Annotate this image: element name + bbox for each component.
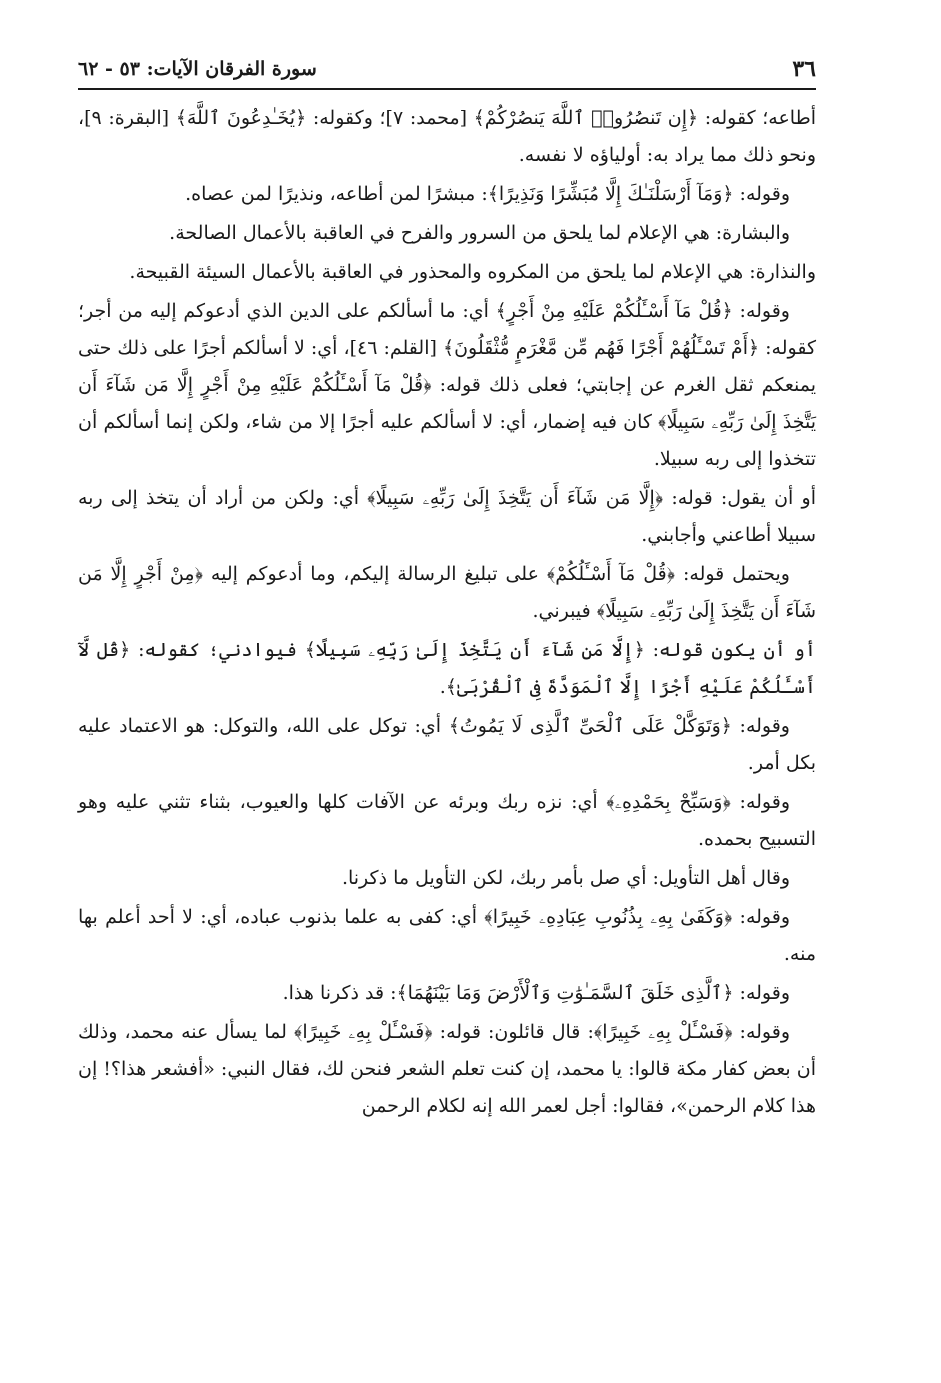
paragraph: وقوله: ﴿قُلْ مَآ أَسْـَٔلُكُمْ عَلَيْهِ مِنْ أَجْرٍ﴾ أي: ما أسألكم على الدين الذي أدعوكم إليه من أجر؛ كقوله: ﴿أَمْ تَسْـَٔلُهُمْ أَجْرًا فَهُم مِّن مَّغْرَمٍ مُّثْقَلُونَ﴾ [القلم: ٤٦]، أي: لا أسألكم أجرًا على ذلك حتى يمنعكم ثقل الغرم عن إجابتي؛ فعلى ذلك قوله: ﴿قُلْ مَآ أَسْـَٔلُكُمْ عَلَيْهِ مِنْ أَجْرٍ إِلَّا مَن شَآءَ أَن يَتَّخِذَ إِلَىٰ رَبِّهِۦ سَبِيلًا﴾ كان فيه إضمار، أي: لا أسألكم عليه أجرًا إلا من شاء، ولكن إنما أسألكم أن تتخذوا إلى ربه سبيلا. <box>78 300 816 470</box>
paragraph: والبشارة: هي الإعلام لما يلحق من السرور والفرح في العاقبة بالأعمال الصالحة. <box>169 222 790 244</box>
paragraph: وقوله: ﴿فَسْـَٔلْ بِهِۦ خَبِيرًا﴾: قال قائلون: قوله: ﴿فَسْـَٔلْ بِهِۦ خَبِيرًا﴾ لما يسأل عنه محمد، وذلك أن بعض كفار مكة قالوا: يا محمد، إن كنت تعلم الشعر فنحن لك، فقال النبي: «أفشعر هذا؟! إن هذا كلام الرحمن»، فقالوا: أجل لعمر الله إنه لكلام الرحمن <box>78 1021 816 1117</box>
paragraph: أو أن يكون قوله: ﴿إِلَّا مَن شَآءَ أَن يَتَّخِذَ إِلَىٰ رَبِّهِۦ سَبِيلًا﴾ فيوادني؛ كقوله: ﴿قُل لَّآ أَسْـَٔلُكُمْ عَلَيْهِ أَجْرًا إِلَّا ٱلْمَوَدَّةَ فِى ٱلْقُرْبَىٰ﴾. <box>78 639 816 698</box>
paragraph: وقوله: ﴿ٱلَّذِى خَلَقَ ٱلسَّمَـٰوَٰتِ وَٱلْأَرْضَ وَمَا بَيْنَهُمَا﴾: قد ذكرنا هذا. <box>282 982 790 1004</box>
paragraph: ويحتمل قوله: ﴿قُلْ مَآ أَسْـَٔلُكُمْ﴾ على تبليغ الرسالة إليكم، وما أدعوكم إليه ﴿مِنْ أَجْرٍ إِلَّا مَن شَآءَ أَن يَتَّخِذَ إِلَىٰ رَبِّهِۦ سَبِيلًا﴾ فيبرني. <box>78 563 816 622</box>
paragraph: وقال أهل التأويل: أي صل بأمر ربك، لكن التأويل ما ذكرنا. <box>341 867 790 889</box>
paragraph: وقوله: ﴿وَكَفَىٰ بِهِۦ بِذُنُوبِ عِبَادِهِۦ خَبِيرًا﴾ أي: كفى به علما بذنوب عباده، أي: لا أحد أعلم بها منه. <box>78 906 816 965</box>
page-body <box>78 100 816 1125</box>
paragraph: وقوله: ﴿وَتَوَكَّلْ عَلَى ٱلْحَىِّ ٱلَّذِى لَا يَمُوتُ﴾ أي: توكل على الله، والتوكل: هو الاعتماد عليه بكل أمر. <box>78 715 816 774</box>
paragraph: وقوله: ﴿وَسَبِّحْ بِحَمْدِهِۦ﴾ أي: نزه ربك وبرئه عن الآفات كلها والعيوب، بثناء تثني عليه وهو التسبيح بحمده. <box>78 791 816 850</box>
paragraph-continued: أطاعه؛ كقوله: ﴿إِن تَنصُرُوا۟ ٱللَّهَ يَنصُرْكُمْ﴾ [محمد: ٧]؛ وكقوله: ﴿يُخَـٰدِعُونَ ٱللَّهَ﴾ [البقرة: ٩]، ونحو ذلك مما يراد به: أولياؤه لا نفسه. <box>78 107 817 166</box>
page-header <box>78 52 816 90</box>
page-number: ٣٦ <box>792 56 816 82</box>
book-page <box>78 52 816 1125</box>
running-title: سورة الفرقان الآيات: ٥٣ - ٦٢ <box>78 58 317 80</box>
paragraph: والنذارة: هي الإعلام لما يلحق من المكروه والمحذور في العاقبة بالأعمال السيئة القبيحة. <box>129 261 816 283</box>
paragraph: أو أن يقول: قوله: ﴿إِلَّا مَن شَآءَ أَن يَتَّخِذَ إِلَىٰ رَبِّهِۦ سَبِيلًا﴾ أي: ولكن من أراد أن يتخذ إلى ربه سبيلا أطاعني وأجابني. <box>78 487 816 546</box>
paragraph: وقوله: ﴿وَمَآ أَرْسَلْنَـٰكَ إِلَّا مُبَشِّرًا وَنَذِيرًا﴾: مبشرًا لمن أطاعه، ونذيرًا لمن عصاه. <box>185 183 790 205</box>
